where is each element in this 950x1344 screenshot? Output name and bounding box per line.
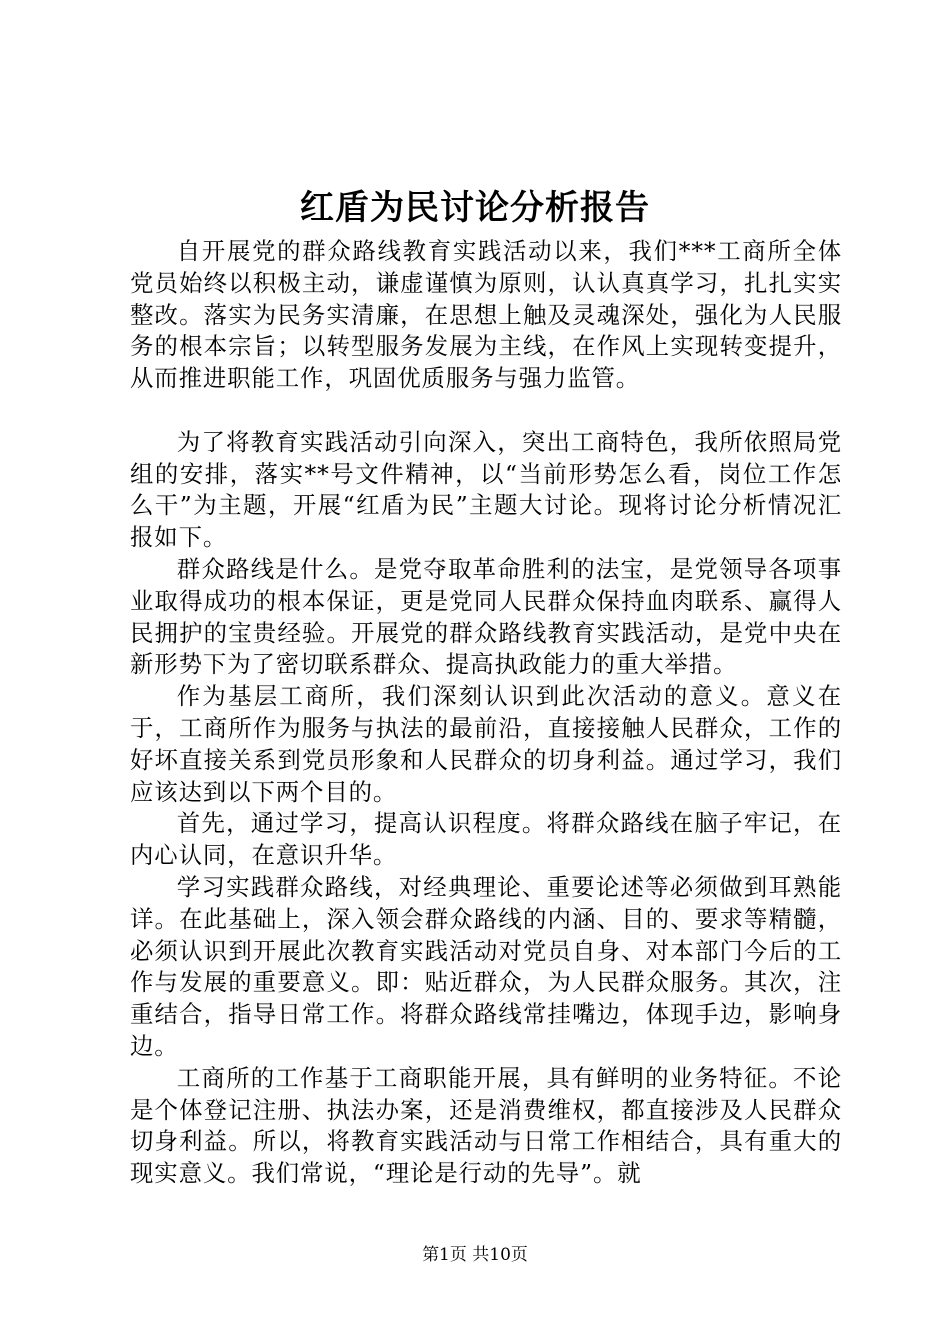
paragraph-7: 工商所的工作基于工商职能开展，具有鲜明的业务特征。不论是个体登记注册、执法办案，还是消费维权，都直接涉及人民群众切身利益。所以，将教育实践活动与日常工作相结合，具有重大的现实意义。我们常说，“理论是行动的先导”。就 xyxy=(130,1063,842,1188)
paragraph-3: 群众路线是什么。是党夺取革命胜利的法宝，是党领导各项事业取得成功的根本保证，更是党同人民群众保持血肉联系、赢得人民拥护的宝贵经验。开展党的群众路线教育实践活动，是党中央在新形势下为了密切联系群众、提高执政能力的重大举措。 xyxy=(130,554,842,679)
paragraph-5: 首先，通过学习，提高认识程度。将群众路线在脑子牢记，在内心认同，在意识升华。 xyxy=(130,809,842,870)
paragraph-1: 自开展党的群众路线教育实践活动以来，我们***工商所全体党员始终以积极主动，谦虚谨慎为原则，认认真真学习，扎扎实实整改。落实为民务实清廉，在思想上触及灵魂深处，强化为人民服务的根本宗旨；以转型服务发展为主线，在作风上实现转变提升，从而推进职能工作，巩固优质服务与强力监管。 xyxy=(130,237,842,393)
paragraph-4: 作为基层工商所，我们深刻认识到此次活动的意义。意义在于，工商所作为服务与执法的最前沿，直接接触人民群众，工作的好坏直接关系到党员形象和人民群众的切身利益。通过学习，我们应该达到以下两个目的。 xyxy=(130,682,842,806)
page-number-footer: 第1页 共10页 xyxy=(422,1245,528,1265)
paragraph-2: 为了将教育实践活动引向深入，突出工商特色，我所依照局党组的安排，落实**号文件精神，以“当前形势怎么看，岗位工作怎么干”为主题，开展“红盾为民”主题大讨论。现将讨论分析情况汇报如下。 xyxy=(130,427,842,552)
document-title: 红盾为民讨论分析报告 xyxy=(300,188,650,228)
paragraph-6: 学习实践群众路线，对经典理论、重要论述等必须做到耳熟能详。在此基础上，深入领会群众路线的内涵、目的、要求等精髓，必须认识到开展此次教育实践活动对党员自身、对本部门今后的工作与发展的重要意义。即：贴近群众，为人民群众服务。其次，注重结合，指导日常工作。将群众路线常挂嘴边，体现手边，影响身边。 xyxy=(130,872,842,1060)
document-body xyxy=(130,236,842,1190)
